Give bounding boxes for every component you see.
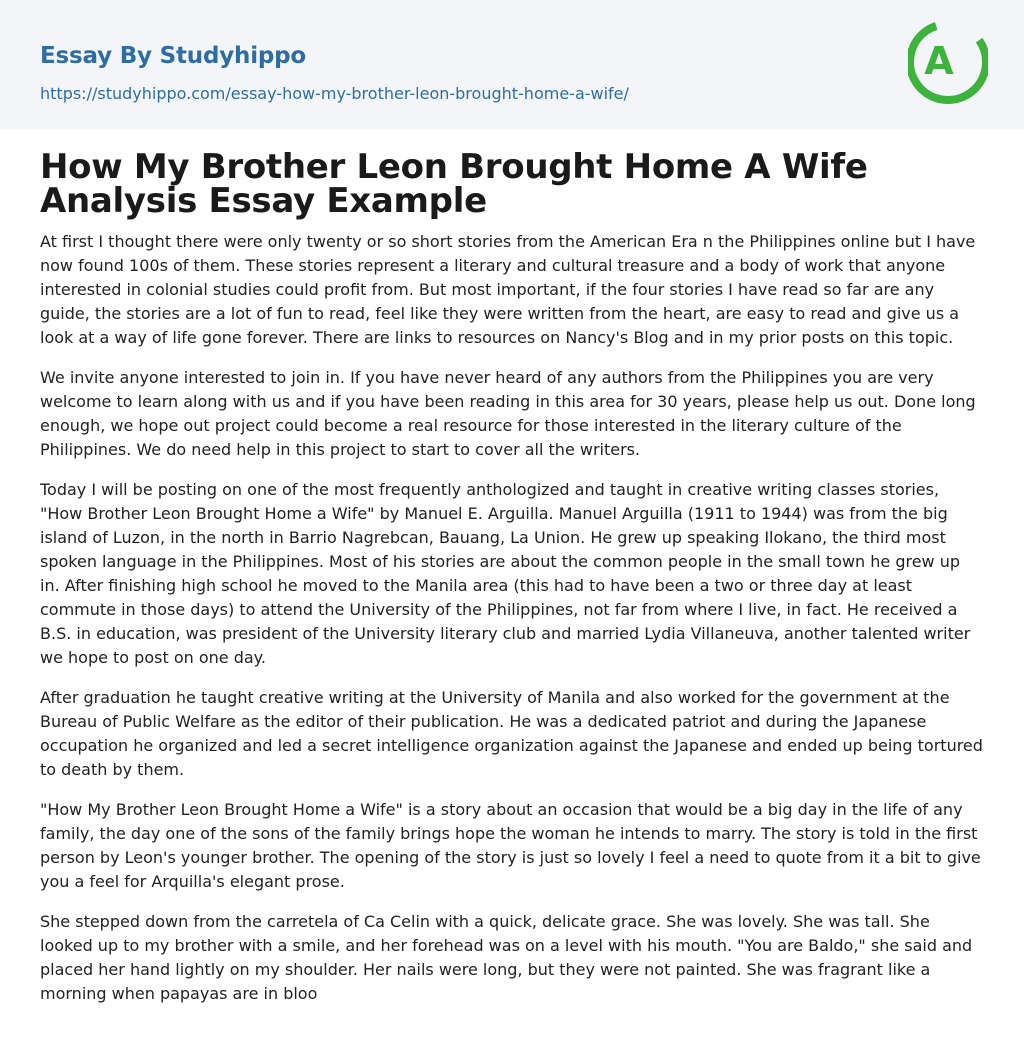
article-paragraph: Today I will be posting on one of the most frequently anthologized and taught in creative writing classes stories, "How Brother Leon Brought Home a Wife" by Manuel E. Arguilla. Manuel Arguilla (1911 to 1944) was from the big island of Luzon, in the north in Barrio Nagrebcan, Bauang, La Union. He grew up speaking Ilokano, the third most spoken language in the Philippines. Most of his stories are about the common people in the small town he grew up in. After finishing high school he moved to the Manila area (this had to have been a two or three day at least commute in those days) to attend the University of the Philippines, not far from where I live, in fact. He received a B.S. in education, was president of the University literary club and married Lydia Villaneuva, another talented writer we hope to post on one day. <box>40 480 971 667</box>
article-body <box>40 230 984 1006</box>
article-paragraph: "How My Brother Leon Brought Home a Wife" is a story about an occasion that would be a big day in the life of any family, the day one of the sons of the family brings hope the woman he intends to marry. The story is told in the first person by Leon's younger brother. The opening of the story is just so lovely I feel a need to quote from it a bit to give you a feel for Arquilla's elegant prose. <box>40 800 981 891</box>
article-paragraph: At first I thought there were only twenty or so short stories from the American Era n the Philippines online but I have now found 100s of them. These stories represent a literary and cultural treasure and a body of work that anyone interested in colonial studies could profit from. But most important, if the four stories I have read so far are any guide, the stories are a lot of fun to read, feel like they were written from the heart, are easy to read and give us a look at a way of life gone forever. There are links to resources on Nancy's Blog and in my prior posts on this topic. <box>40 232 976 347</box>
site-name[interactable]: Essay By Studyhippo <box>40 43 307 69</box>
site-header <box>0 0 1024 129</box>
article-paragraph: We invite anyone interested to join in. If you have never heard of any authors from the Philippines you are very welcome to learn along with us and if you have been reading in this area for 30 years, please help us out. Done long enough, we hope out project could become a real resource for those interested in the literary culture of the Philippines. We do need help in this project to start to cover all the writers. <box>40 368 976 459</box>
article-paragraph: After graduation he taught creative writing at the University of Manila and also worked for the government at the Bureau of Public Welfare as the editor of their publication. He was a dedicated patriot and during the Japanese occupation he organized and led a secret intelligence organization against the Japanese and ended up being tortured to death by them. <box>40 688 983 779</box>
article-paragraph: She stepped down from the carretela of Ca Celin with a quick, delicate grace. She was lovely. She was tall. She looked up to my brother with a smile, and her forehead was on a level with his mouth. "You are Baldo," she said and placed her hand lightly on my shoulder. Her nails were long, but they were not painted. She was fragrant like a morning when papayas are in bloo <box>40 912 973 1003</box>
logo-letter: A <box>924 39 954 83</box>
article-title: How My Brother Leon Brought Home A Wife Analysis Essay Example <box>40 147 868 221</box>
article <box>0 129 1024 1006</box>
studyhippo-logo-icon[interactable] <box>908 16 988 106</box>
article-url-link[interactable]: https://studyhippo.com/essay-how-my-brother-leon-brought-home-a-wife/ <box>40 84 629 103</box>
